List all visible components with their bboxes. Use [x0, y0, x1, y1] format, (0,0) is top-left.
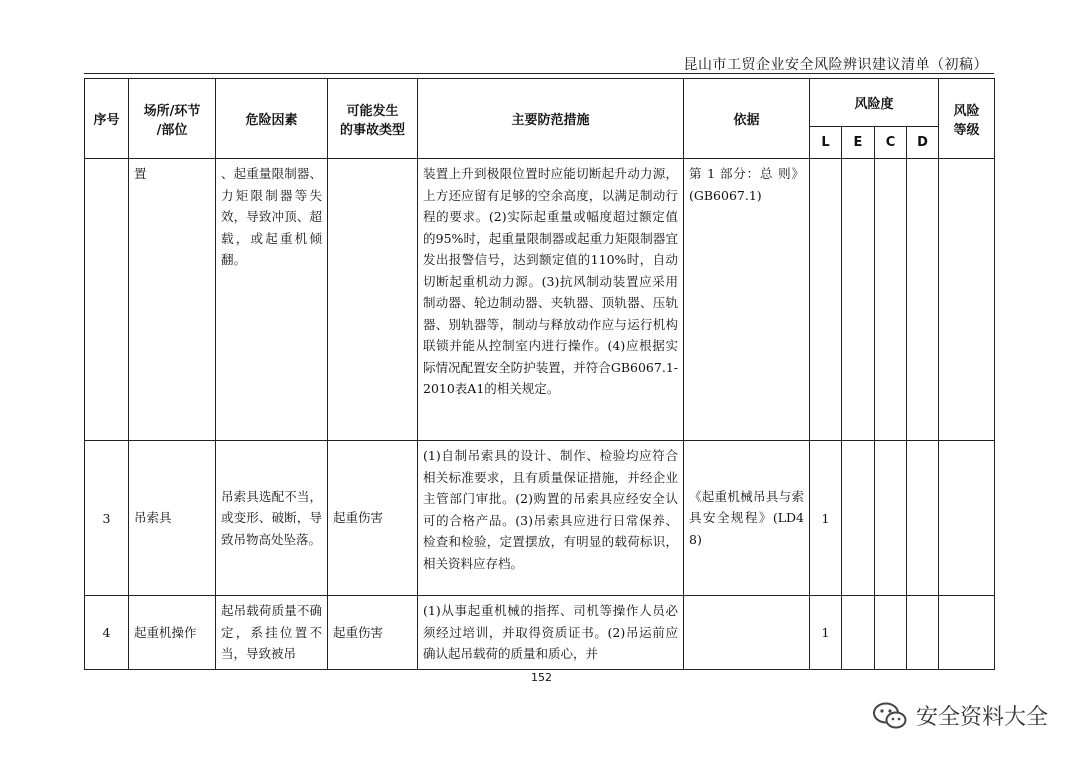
- page-number: 152: [531, 671, 552, 684]
- row-D: [907, 159, 939, 441]
- row-place-text: 置: [134, 166, 147, 181]
- row-accident-text: [328, 159, 417, 167]
- row-basis: [684, 159, 810, 441]
- row-hazard: [216, 596, 328, 670]
- row-place: [129, 441, 216, 596]
- row-accident-text: 起重伤害: [333, 624, 384, 640]
- row-measures: [418, 596, 684, 670]
- row-hazard-text: 、起重量限制器、力矩限制器等失效，导致冲顶、超载，或起重机倾翻。: [221, 166, 322, 267]
- row-seq: [85, 159, 129, 441]
- row-D: [907, 441, 939, 596]
- row-level: [939, 159, 995, 441]
- watermark: [872, 700, 1048, 731]
- header-E: E: [842, 127, 875, 159]
- header-basis: 依据: [684, 79, 810, 159]
- header-level-line2: 等级: [953, 122, 980, 138]
- header-place-line2: /部位: [156, 122, 188, 138]
- row-E: [842, 596, 875, 670]
- risk-table: [84, 78, 995, 670]
- row-accident: [328, 596, 418, 670]
- header-seq: 序号: [85, 79, 129, 159]
- row-D: [907, 596, 939, 670]
- header-level-line1: 风险: [953, 103, 980, 119]
- watermark-text: 安全资料大全: [915, 705, 1048, 730]
- header-risk-degree: 风险度: [810, 79, 939, 127]
- row-L: 1: [810, 441, 842, 596]
- row-measures: [418, 441, 684, 596]
- row-basis: [684, 596, 810, 670]
- header-hazard: 危险因素: [216, 79, 328, 159]
- table-row: [85, 596, 995, 670]
- header-D: D: [907, 127, 939, 159]
- row-L: [810, 159, 842, 441]
- row-hazard: [216, 441, 328, 596]
- row-hazard-text: 起吊载荷质量不确定，系挂位置不当，导致被吊: [221, 603, 322, 661]
- row-accident: [328, 159, 418, 441]
- row-hazard-text: 吊索具选配不当，或变形、破断，导致吊物高处坠落。: [221, 488, 322, 547]
- header-place: [129, 79, 216, 159]
- table-row: [85, 441, 995, 596]
- row-place-text: 吊索具: [134, 510, 172, 526]
- row-hazard: [216, 159, 328, 441]
- row-basis-text: 第 1 部分：总 则》(GB6067.1): [689, 166, 804, 203]
- row-E: [842, 159, 875, 441]
- row-accident: [328, 441, 418, 596]
- row-basis-text: [684, 596, 809, 604]
- row-level: [939, 596, 995, 670]
- row-basis-text: 《起重机械吊具与索具安全规程》(LD48): [689, 488, 804, 547]
- row-seq: 3: [85, 441, 129, 596]
- row-place-text: 起重机操作: [134, 624, 197, 640]
- header-L: L: [810, 127, 842, 159]
- row-accident-text: 起重伤害: [333, 510, 384, 526]
- row-C: [875, 596, 907, 670]
- header-risk-level: [939, 79, 995, 159]
- row-measures-text: (1)自制吊索具的设计、制作、检验均应符合相关标准要求，且有质量保证措施，并经企业主管部门审批。(2)购置的吊索具应经安全认可的合格产品。(3)吊索具应进行日常保养、检查和检验，定置摆放，有明显的载荷标识，相关资料应存档。: [423, 448, 678, 571]
- title-rule: [84, 73, 994, 74]
- document-title: 昆山市工贸企业安全风险辨识建议清单（初稿）: [683, 57, 988, 73]
- header-place-line1: 场所/环节: [143, 103, 201, 119]
- row-seq: 4: [85, 596, 129, 670]
- header-accident: [328, 79, 418, 159]
- row-measures-text: (1)从事起重机械的指挥、司机等操作人员必须经过培训，并取得资质证书。(2)吊运前应确认起吊载荷的质量和质心，并: [423, 603, 678, 661]
- row-place: [129, 596, 216, 670]
- row-C: [875, 159, 907, 441]
- table-row: [85, 159, 995, 441]
- row-L: 1: [810, 596, 842, 670]
- row-basis: [684, 441, 810, 596]
- header-accident-line2: 的事故类型: [339, 122, 405, 138]
- row-level: [939, 441, 995, 596]
- header-accident-line1: 可能发生: [346, 103, 399, 119]
- header-measures: 主要防范措施: [418, 79, 684, 159]
- row-C: [875, 441, 907, 596]
- row-place: [129, 159, 216, 441]
- header-C: C: [875, 127, 907, 159]
- row-measures-text: 装置上升到极限位置时应能切断起升动力源，上方还应留有足够的空余高度，以满足制动行程的要求。(2)实际起重量或幅度超过额定值的95%时，起重量限制器或起重力矩限制器宜发出报警信号，达到额定值的110%时，自动切断起重机动力源。(3)抗风制动装置应采用制动器、轮边制动器、夹轨器、顶轨器、压轨器、别轨器等，制动与释放动作应与运行机构联锁并能从控制室内进行操作。(4)应根据实际情况配置安全防护装置，并符合GB6067.1-2010表A1的相关规定。: [423, 166, 678, 396]
- row-measures: [418, 159, 684, 441]
- row-E: [842, 441, 875, 596]
- wechat-icon: [872, 701, 908, 731]
